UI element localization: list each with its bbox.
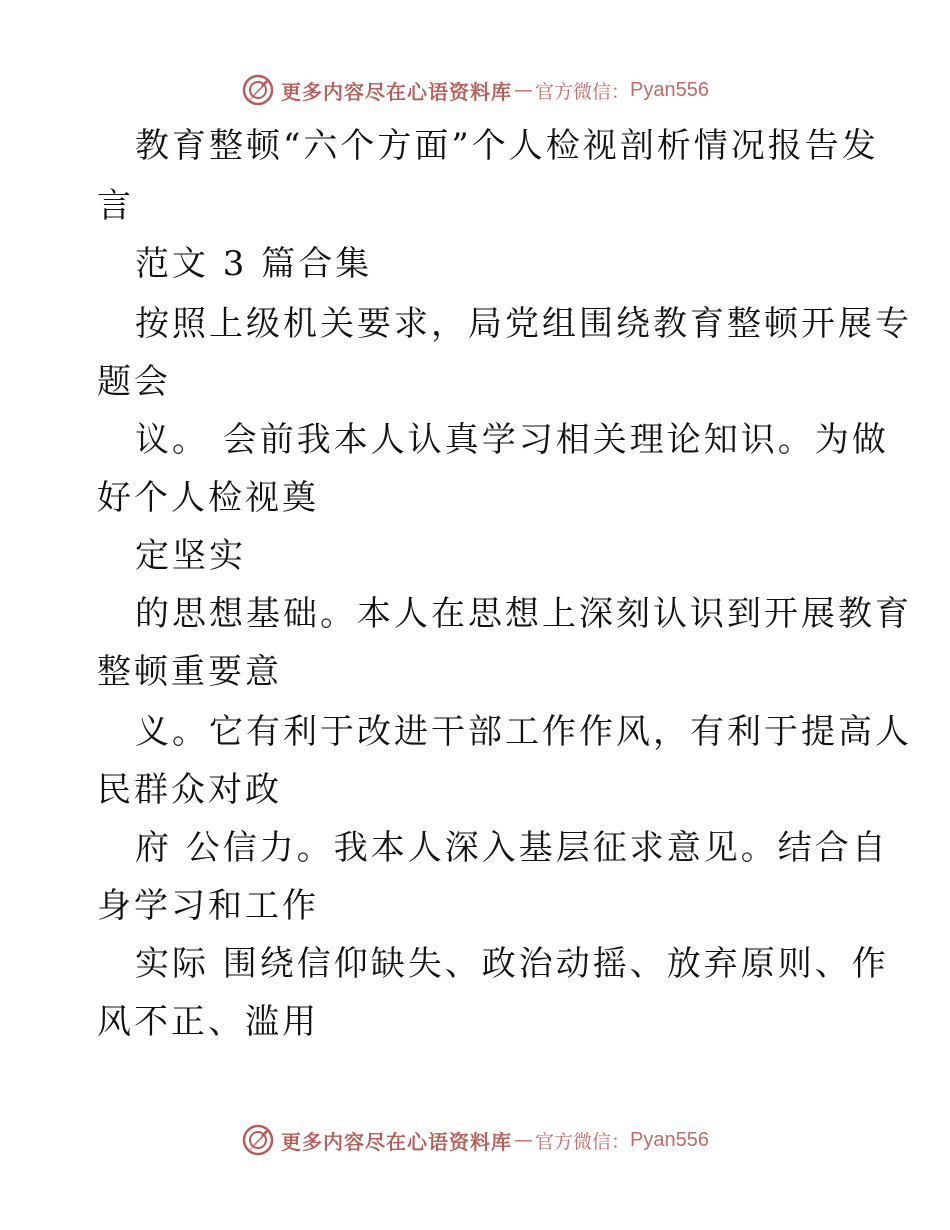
doc-line: 身学习和工作 xyxy=(97,886,319,926)
watermark-wechat-id: Pyan556 xyxy=(630,1128,709,1151)
header-watermark xyxy=(0,70,950,110)
quill-pen-logo-icon xyxy=(241,1123,275,1157)
doc-line: 好个人检视奠 xyxy=(97,478,319,518)
doc-line: 风不正、滥用 xyxy=(97,1002,319,1042)
doc-line: 民群众对政 xyxy=(97,770,282,810)
doc-line: 范文 3 篇合集 xyxy=(135,244,373,284)
quill-pen-logo-icon xyxy=(241,73,275,107)
watermark-wechat-label: 官方微信： xyxy=(535,80,631,103)
watermark-wechat-id: Pyan556 xyxy=(630,78,709,101)
doc-line: 的思想基础。本人在思想上深刻认识到开展教育 xyxy=(135,594,912,634)
doc-line: 题会 xyxy=(97,362,171,402)
watermark-wechat-label: 官方微信： xyxy=(535,1130,631,1153)
doc-line: 义。它有利于改进干部工作作风，有利于提高人 xyxy=(135,712,912,752)
doc-line: 定坚实 xyxy=(135,536,246,576)
doc-line: 府 公信力。我本人深入基层征求意见。结合自 xyxy=(135,828,889,868)
footer-watermark xyxy=(0,1120,950,1160)
doc-line: 言 xyxy=(97,186,134,226)
doc-line: 整顿重要意 xyxy=(97,652,282,692)
doc-line: 实际 围绕信仰缺失、政治动摇、放弃原则、作 xyxy=(135,944,889,984)
watermark-site-text: 更多内容尽在心语资料库 xyxy=(281,1129,512,1154)
doc-line: 教育整顿“六个方面”个人检视剖析情况报告发 xyxy=(135,126,879,166)
watermark-dash: — xyxy=(514,79,533,101)
watermark-site-text: 更多内容尽在心语资料库 xyxy=(281,79,512,104)
watermark-dash: — xyxy=(514,1129,533,1151)
doc-line: 按照上级机关要求，局党组围绕教育整顿开展专 xyxy=(135,304,912,344)
doc-line: 议。 会前我本人认真学习相关理论知识。为做 xyxy=(135,420,889,460)
